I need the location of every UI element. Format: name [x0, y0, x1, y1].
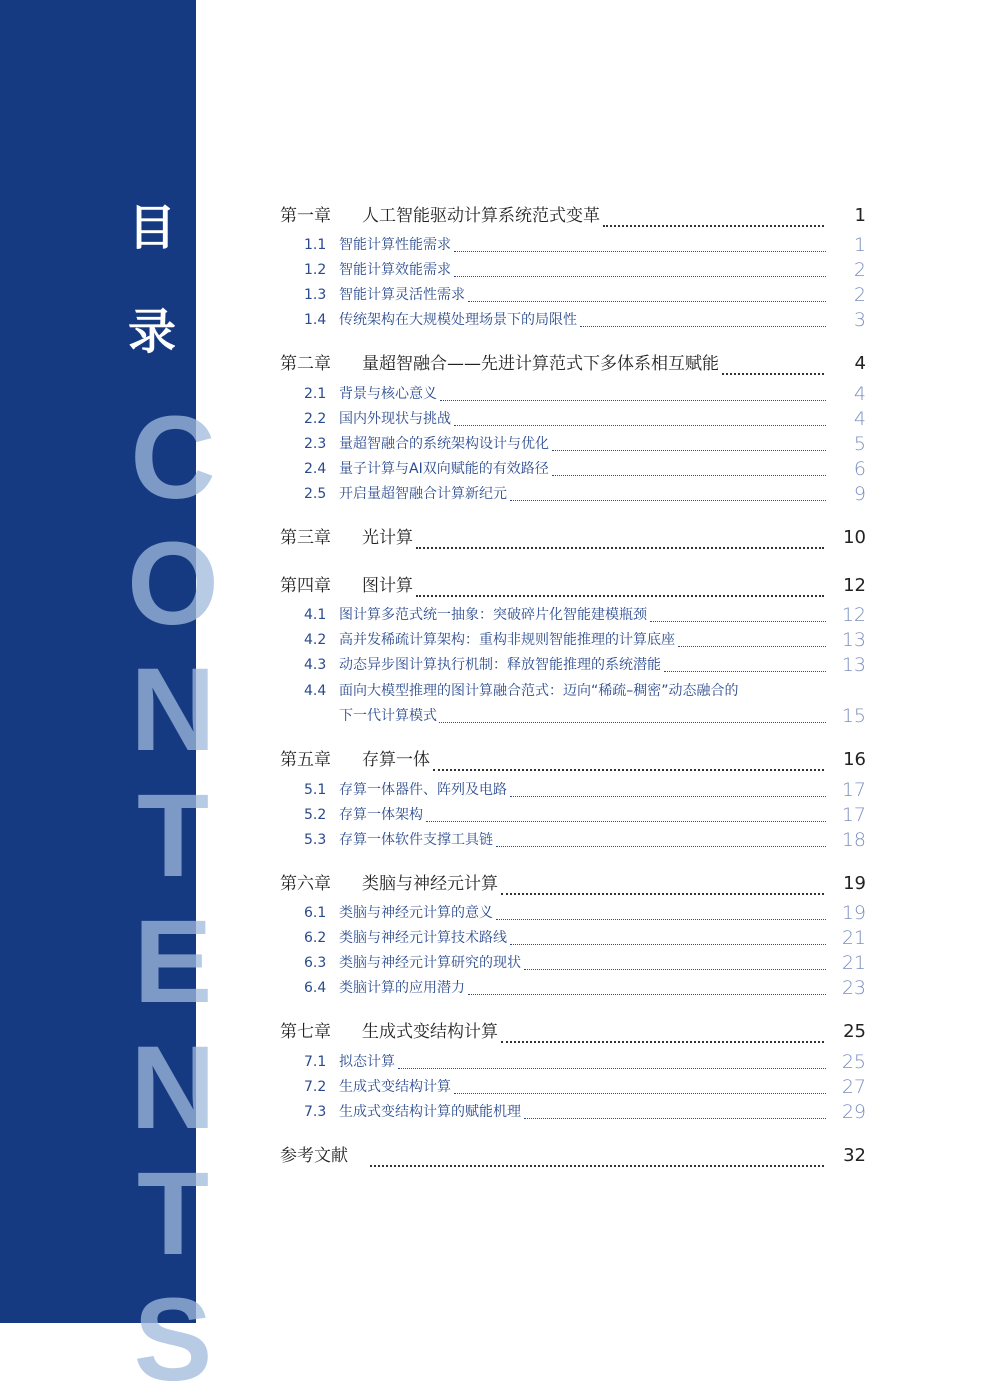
chapter-title: 光计算 [362, 528, 413, 548]
section-title: 存算一体软件支撑工具链 [339, 832, 493, 848]
toc-chapter-row[interactable] [0, 871, 992, 897]
page-number: 10 [843, 527, 866, 548]
page-number: 19 [843, 873, 866, 894]
dot-leader [496, 902, 826, 920]
page-number: 6 [853, 458, 866, 480]
toc-section-row[interactable] [0, 829, 992, 851]
dot-leader [370, 1143, 824, 1167]
title-char-lu: 录 [127, 304, 176, 360]
page-number: 13 [841, 629, 866, 651]
title-char-mu: 目 [127, 200, 176, 256]
dot-leader [433, 747, 824, 771]
section-title: 存算一体器件、阵列及电路 [339, 782, 507, 798]
page-number: 25 [843, 1021, 866, 1042]
dot-leader [603, 203, 824, 227]
toc-chapter-row[interactable] [0, 1019, 992, 1045]
dot-leader [496, 829, 826, 847]
section-title: 类脑与神经元计算技术路线 [339, 930, 507, 946]
page-number: 19 [841, 902, 866, 924]
section-number: 7.1 [304, 1054, 327, 1070]
dot-leader [678, 629, 826, 647]
section-number: 6.4 [304, 980, 327, 996]
page-number: 9 [853, 483, 866, 505]
toc-chapter-row[interactable] [0, 747, 992, 773]
chapter-number: 第三章 [280, 528, 331, 548]
section-title: 传统架构在大规模处理场景下的局限性 [339, 312, 577, 328]
section-title: 生成式变结构计算的赋能机理 [339, 1104, 521, 1120]
toc-section-row[interactable] [0, 383, 992, 405]
section-number: 1.3 [304, 287, 327, 303]
section-title: 类脑与神经元计算的意义 [339, 905, 493, 921]
page-number: 25 [841, 1051, 866, 1073]
chapter-title: 类脑与神经元计算 [362, 874, 498, 894]
dot-leader [468, 977, 826, 995]
toc-section-row[interactable] [0, 284, 992, 306]
dot-leader [722, 351, 824, 375]
page-number: 23 [841, 977, 866, 999]
dot-leader [524, 1101, 826, 1119]
toc-section-row[interactable] [0, 902, 992, 924]
dot-leader [552, 458, 826, 476]
section-title: 类脑计算的应用潜力 [339, 980, 465, 996]
page-number: 15 [841, 705, 866, 727]
dot-leader [510, 927, 826, 945]
dot-leader [501, 1019, 824, 1043]
section-title: 类脑与神经元计算研究的现状 [339, 955, 521, 971]
dot-leader [501, 871, 824, 895]
toc-section-row[interactable] [0, 604, 992, 626]
toc-chapter-row[interactable] [0, 573, 992, 599]
chapter-number: 第二章 [280, 354, 331, 374]
chapter-number: 第五章 [280, 750, 331, 770]
toc-section-row[interactable] [0, 680, 992, 702]
page-number: 16 [843, 749, 866, 770]
page-number: 17 [841, 804, 866, 826]
section-number: 1.4 [304, 312, 327, 328]
section-number: 1.1 [304, 237, 327, 253]
section-number: 6.3 [304, 955, 327, 971]
dot-leader [650, 604, 826, 622]
dot-leader [426, 804, 826, 822]
toc-section-row[interactable] [0, 458, 992, 480]
dot-leader [454, 1076, 826, 1094]
section-number: 2.3 [304, 436, 327, 452]
contents-watermark: CONTENTS [107, 392, 239, 1400]
section-title: 背景与核心意义 [339, 386, 437, 402]
toc-section-row[interactable] [0, 952, 992, 974]
chapter-number: 第一章 [280, 206, 331, 226]
toc-section-row[interactable] [0, 629, 992, 651]
page-number: 12 [841, 604, 866, 626]
dot-leader [454, 259, 826, 277]
section-number: 2.2 [304, 411, 327, 427]
chapter-number: 参考文献 [280, 1146, 348, 1166]
section-title: 高并发稀疏计算架构：重构非规则智能推理的计算底座 [339, 632, 675, 648]
dot-leader [510, 483, 826, 501]
page-number: 4 [854, 353, 866, 374]
chapter-number: 第七章 [280, 1022, 331, 1042]
dot-leader [454, 408, 826, 426]
section-number: 5.3 [304, 832, 327, 848]
page-number: 5 [853, 433, 866, 455]
dot-leader [580, 309, 826, 327]
toc-chapter-row[interactable] [0, 1143, 992, 1169]
page-number: 1 [853, 234, 866, 256]
chapter-title: 人工智能驱动计算系统范式变革 [362, 206, 600, 226]
section-title: 国内外现状与挑战 [339, 411, 451, 427]
section-title: 智能计算灵活性需求 [339, 287, 465, 303]
toc-section-row[interactable] [0, 408, 992, 430]
section-title: 生成式变结构计算 [339, 1079, 451, 1095]
toc-section-row[interactable] [0, 927, 992, 949]
section-number: 4.1 [304, 607, 327, 623]
dot-leader [454, 234, 826, 252]
section-number: 6.1 [304, 905, 327, 921]
section-number: 2.4 [304, 461, 327, 477]
page-number: 2 [853, 284, 866, 306]
chapter-number: 第四章 [280, 576, 331, 596]
section-title: 智能计算性能需求 [339, 237, 451, 253]
section-title-continued: 下一代计算模式 [339, 708, 437, 724]
dot-leader [524, 952, 826, 970]
dot-leader [440, 383, 826, 401]
page-number: 3 [853, 309, 866, 331]
toc-section-row[interactable] [0, 1101, 992, 1123]
dot-leader [468, 284, 826, 302]
page-number: 4 [853, 383, 866, 405]
page-number: 2 [853, 259, 866, 281]
page-number: 17 [841, 779, 866, 801]
toc-section-row-continued[interactable] [0, 705, 992, 727]
toc-section-row[interactable] [0, 779, 992, 801]
section-number: 5.2 [304, 807, 327, 823]
section-number: 4.2 [304, 632, 327, 648]
toc-section-row[interactable] [0, 1051, 992, 1073]
dot-leader [398, 1051, 826, 1069]
section-number: 2.5 [304, 486, 327, 502]
toc-section-row[interactable] [0, 654, 992, 676]
page-number: 21 [841, 927, 866, 949]
section-number: 7.3 [304, 1104, 327, 1120]
toc-chapter-row[interactable] [0, 525, 992, 551]
section-title: 图计算多范式统一抽象：突破碎片化智能建模瓶颈 [339, 607, 647, 623]
page-number: 21 [841, 952, 866, 974]
dot-leader [416, 573, 824, 597]
toc-section-row[interactable] [0, 483, 992, 505]
toc-section-row[interactable] [0, 259, 992, 281]
section-title: 量子计算与AI双向赋能的有效路径 [339, 461, 549, 477]
section-number: 2.1 [304, 386, 327, 402]
dot-leader [552, 433, 826, 451]
toc-section-row[interactable] [0, 1076, 992, 1098]
section-number: 1.2 [304, 262, 327, 278]
section-number: 6.2 [304, 930, 327, 946]
toc-section-row[interactable] [0, 433, 992, 455]
toc-chapter-row[interactable] [0, 203, 992, 229]
dot-leader [510, 779, 826, 797]
dot-leader [416, 525, 824, 549]
chapter-title: 图计算 [362, 576, 413, 596]
section-title: 智能计算效能需求 [339, 262, 451, 278]
section-title: 面向大模型推理的图计算融合范式：迈向“稀疏–稠密”动态融合的 [339, 683, 739, 699]
page-number: 27 [841, 1076, 866, 1098]
page-number: 32 [843, 1145, 866, 1166]
toc-section-row[interactable] [0, 234, 992, 256]
chapter-title: 量超智融合——先进计算范式下多体系相互赋能 [362, 354, 719, 374]
page-number: 12 [843, 575, 866, 596]
chapter-title: 生成式变结构计算 [362, 1022, 498, 1042]
dot-leader [439, 705, 826, 723]
toc-chapter-row[interactable] [0, 351, 992, 377]
page-number: 1 [854, 205, 866, 226]
dot-leader [664, 654, 826, 672]
section-title: 开启量超智融合计算新纪元 [339, 486, 507, 502]
section-number: 4.4 [304, 683, 327, 699]
page-number: 4 [853, 408, 866, 430]
section-number: 7.2 [304, 1079, 327, 1095]
page-number: 29 [841, 1101, 866, 1123]
section-title: 量超智融合的系统架构设计与优化 [339, 436, 549, 452]
section-number: 5.1 [304, 782, 327, 798]
section-title: 动态异步图计算执行机制：释放智能推理的系统潜能 [339, 657, 661, 673]
chapter-title: 存算一体 [362, 750, 430, 770]
page-number: 18 [841, 829, 866, 851]
toc-section-row[interactable] [0, 804, 992, 826]
section-title: 存算一体架构 [339, 807, 423, 823]
toc-section-row[interactable] [0, 309, 992, 331]
toc-section-row[interactable] [0, 977, 992, 999]
chapter-number: 第六章 [280, 874, 331, 894]
page-number: 13 [841, 654, 866, 676]
section-title: 拟态计算 [339, 1054, 395, 1070]
section-number: 4.3 [304, 657, 327, 673]
